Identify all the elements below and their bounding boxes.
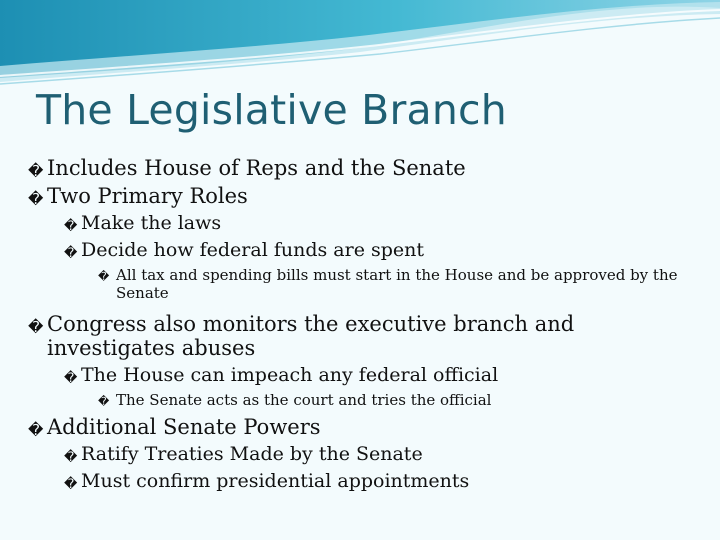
bullet-item bbox=[28, 415, 708, 439]
bullet-item bbox=[28, 312, 708, 360]
sub-bullet-text: Ratify Treaties Made by the Senate bbox=[81, 443, 423, 465]
missing-glyph-bullet-icon: � bbox=[28, 190, 44, 208]
sub-sub-bullet-text: All tax and spending bills must start in the House and be approved by the Senate bbox=[116, 266, 678, 302]
missing-glyph-bullet-icon: � bbox=[64, 219, 78, 234]
sub-bullet-text: The House can impeach any federal official bbox=[81, 364, 499, 386]
sub-bullet-item bbox=[28, 363, 708, 387]
bullet-text: Includes House of Reps and the Senate bbox=[47, 156, 466, 180]
missing-glyph-bullet-icon: � bbox=[28, 162, 44, 180]
missing-glyph-bullet-icon: � bbox=[64, 477, 78, 492]
missing-glyph-bullet-icon: � bbox=[28, 318, 44, 336]
slide-title: The Legislative Branch bbox=[36, 86, 507, 134]
sub-sub-bullet-text: The Senate acts as the court and tries the official bbox=[116, 391, 492, 409]
bullet-text: Congress also monitors the executive branch and investigates abuses bbox=[47, 312, 575, 360]
bullet-item bbox=[28, 156, 708, 180]
sub-bullet-item bbox=[28, 211, 708, 235]
missing-glyph-bullet-icon: � bbox=[98, 270, 110, 283]
bullet-list bbox=[28, 152, 708, 493]
wave-header-decoration bbox=[0, 0, 720, 90]
bullet-text: Two Primary Roles bbox=[47, 184, 248, 208]
sub-bullet-item bbox=[28, 238, 708, 262]
missing-glyph-bullet-icon: � bbox=[64, 246, 78, 261]
sub-bullet-text: Must confirm presidential appointments bbox=[81, 470, 470, 492]
sub-bullet-item bbox=[28, 442, 708, 466]
missing-glyph-bullet-icon: � bbox=[64, 371, 78, 386]
bullet-item bbox=[28, 184, 708, 208]
missing-glyph-bullet-icon: � bbox=[98, 395, 110, 408]
sub-bullet-item bbox=[28, 469, 708, 493]
missing-glyph-bullet-icon: � bbox=[28, 421, 44, 439]
sub-bullet-text: Make the laws bbox=[81, 212, 222, 234]
sub-sub-bullet-item bbox=[28, 391, 708, 409]
sub-bullet-text: Decide how federal funds are spent bbox=[81, 239, 425, 261]
bullet-text: Additional Senate Powers bbox=[47, 415, 321, 439]
missing-glyph-bullet-icon: � bbox=[64, 450, 78, 465]
sub-sub-bullet-item bbox=[28, 266, 708, 302]
